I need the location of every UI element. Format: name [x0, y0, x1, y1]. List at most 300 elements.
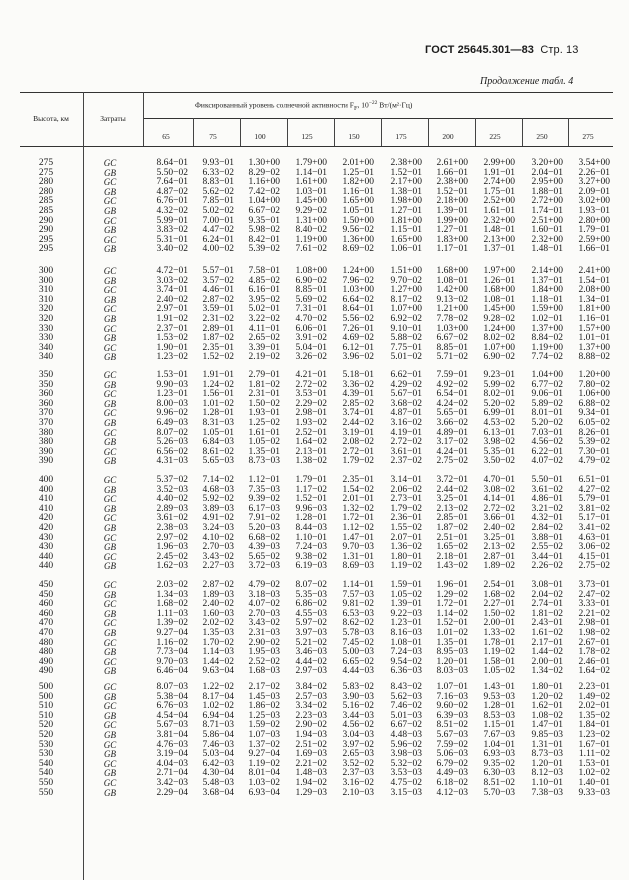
value-cell: 1.22−02 [202, 682, 234, 692]
height-cell: 320 [38, 314, 54, 324]
height-cell: 450 [38, 580, 54, 590]
value-cell: 1.16+00 [248, 177, 280, 188]
value-cell: 1.19−02 [248, 758, 280, 769]
height-cell: 390 [38, 446, 54, 457]
value-cell: 3.52−03 [156, 484, 188, 495]
value-cell: 6.77−02 [531, 379, 563, 390]
value-cell: 1.50+00 [342, 215, 374, 226]
value-cell: 1.02−02 [202, 701, 234, 712]
value-cell: 4.48−03 [390, 730, 422, 740]
value-cell: 5.65−01 [436, 408, 468, 419]
value-cell: 1.68−02 [156, 599, 188, 610]
value-cell: 1.98−02 [578, 628, 610, 638]
value-cell: 1.29−03 [295, 787, 327, 798]
height-cell: 280 [38, 177, 54, 188]
value-cell: 8.84−02 [531, 333, 563, 344]
value-cell: 9.54−02 [390, 656, 422, 667]
value-cell: 2.99+00 [483, 158, 515, 168]
value-cell: 1.24+00 [483, 323, 515, 334]
value-cell: 8.95−03 [436, 647, 468, 658]
value-cell: 1.39−01 [390, 599, 422, 610]
height-cell: 540 [38, 768, 54, 779]
value-cell: 4.00−02 [202, 244, 234, 255]
value-cell: 1.08−01 [390, 637, 422, 648]
value-cell: 9.56−02 [342, 225, 374, 236]
value-cell: 6.39−03 [436, 710, 468, 721]
value-cell: 6.79−02 [436, 758, 468, 769]
value-cell: 8.83−01 [202, 177, 234, 188]
value-cell: 2.65−03 [342, 749, 374, 760]
value-cell: 6.86−02 [295, 599, 327, 610]
value-cell: 1.37−02 [248, 739, 280, 750]
value-cell: 6.56−02 [156, 446, 188, 457]
value-cell: 3.44−03 [342, 710, 374, 721]
value-cell: 9.70−03 [156, 656, 188, 667]
value-cell: 1.83+00 [436, 234, 468, 245]
value-cell: 2.17−01 [531, 637, 563, 648]
value-cell: 4.75−02 [390, 778, 422, 788]
height-cell: 480 [38, 637, 54, 648]
value-cell: 1.36−02 [390, 542, 422, 553]
value-cell: 3.24−03 [202, 523, 234, 533]
value-cell: 1.23−02 [156, 352, 188, 363]
value-cell: 1.19+00 [531, 342, 563, 353]
value-cell: 2.03−02 [156, 580, 188, 590]
value-cell: 1.99+00 [436, 215, 468, 226]
value-cell: 1.05−02 [248, 437, 280, 448]
cost-cell: GC [103, 599, 117, 610]
height-cell: 290 [38, 215, 54, 226]
value-cell: 2.02−02 [202, 618, 234, 629]
value-cell: 6.62−01 [390, 370, 422, 380]
value-cell: 4.29−02 [390, 379, 422, 390]
value-cell: 1.03+00 [436, 323, 468, 334]
value-cell: 2.65−02 [248, 333, 280, 344]
value-cell: 3.95−02 [248, 294, 280, 305]
value-cell: 3.33−01 [578, 599, 610, 610]
value-cell: 3.04−03 [342, 730, 374, 740]
fixed-level-title: Фиксированный уровень солнечной активности $F_F$, $10^{-22}$ Вт/(м²·Гц) [195, 100, 413, 112]
value-cell: 1.59+00 [531, 304, 563, 315]
value-cell: 1.45−03 [248, 691, 280, 702]
cost-cell: GC [103, 304, 117, 315]
column-divider [143, 92, 144, 146]
cost-cell: GB [104, 523, 116, 533]
value-cell: 1.28−01 [295, 513, 327, 524]
value-cell: 4.31−03 [156, 456, 188, 467]
value-cell: 3.68−04 [202, 787, 234, 798]
value-cell: 9.35−02 [483, 758, 515, 769]
value-cell: 8.40−02 [295, 225, 327, 236]
height-cell: 490 [38, 656, 54, 667]
value-cell: 6.36−03 [390, 666, 422, 677]
value-cell: 9.70−02 [390, 275, 422, 286]
value-cell: 7.45−02 [342, 637, 374, 648]
value-cell: 1.18−01 [531, 294, 563, 305]
value-cell: 8.31−03 [202, 418, 234, 428]
value-cell: 4.14−01 [483, 494, 515, 505]
value-cell: 1.48−01 [483, 225, 515, 236]
value-cell: 6.13−01 [483, 427, 515, 438]
value-cell: 3.98−02 [483, 437, 515, 448]
value-cell: 5.97−02 [295, 618, 327, 629]
value-cell: 2.89−01 [202, 323, 234, 334]
value-cell: 2.29−02 [295, 398, 327, 409]
table-top-rule [20, 92, 613, 93]
value-cell: 2.74+00 [483, 177, 515, 188]
value-cell: 4.24−02 [436, 398, 468, 409]
value-cell: 1.08−01 [436, 275, 468, 286]
value-cell: 7.46−03 [202, 739, 234, 750]
value-cell: 2.72+00 [531, 196, 563, 207]
height-cell: 330 [38, 323, 54, 334]
cost-cell: GB [104, 398, 116, 409]
header-bottom-rule [20, 146, 613, 147]
value-cell: 8.44−03 [295, 523, 327, 533]
value-cell: 7.59−02 [436, 739, 468, 750]
value-cell: 9.13−02 [436, 294, 468, 305]
value-cell: 1.50−02 [483, 608, 515, 619]
value-cell: 2.17−02 [248, 682, 280, 692]
cost-cell: GB [104, 418, 116, 428]
height-cell: 470 [38, 628, 54, 638]
value-cell: 3.08−01 [531, 580, 563, 590]
value-cell: 8.17−02 [390, 294, 422, 305]
value-cell: 1.86−02 [248, 701, 280, 712]
value-cell: 1.26−01 [483, 275, 515, 286]
value-cell: 3.06−02 [578, 542, 610, 553]
value-cell: 1.81−02 [531, 608, 563, 619]
value-cell: 4.44−03 [342, 666, 374, 677]
value-cell: 1.37+00 [578, 342, 610, 353]
value-cell: 6.90−02 [295, 275, 327, 286]
value-cell: 4.85−02 [248, 275, 280, 286]
value-cell: 1.24−02 [202, 379, 234, 390]
value-cell: 3.61−02 [531, 484, 563, 495]
value-cell: 4.15−01 [578, 551, 610, 562]
value-cell: 2.06−02 [390, 484, 422, 495]
value-cell: 6.93−04 [248, 787, 280, 798]
value-cell: 1.59−02 [248, 720, 280, 731]
value-cell: 5.62−03 [390, 691, 422, 702]
value-cell: 8.12−03 [531, 768, 563, 779]
cost-cell: GC [103, 656, 117, 667]
height-cell: 340 [38, 352, 54, 363]
value-cell: 4.27−02 [578, 484, 610, 495]
height-cell: 540 [38, 758, 54, 769]
value-cell: 2.44−02 [436, 484, 468, 495]
value-cell: 2.98−01 [578, 618, 610, 629]
cost-cell: GB [104, 749, 116, 760]
value-cell: 3.17−02 [436, 437, 468, 448]
value-cell: 5.38−04 [156, 691, 188, 702]
value-cell: 9.35−01 [248, 215, 280, 226]
height-cell: 520 [38, 730, 54, 740]
value-cell: 7.75−01 [390, 342, 422, 353]
value-cell: 3.14−01 [390, 475, 422, 485]
value-cell: 1.37+00 [531, 323, 563, 334]
value-cell: 1.20−01 [436, 656, 468, 667]
value-cell: 3.20+00 [531, 158, 563, 168]
value-cell: 1.55−02 [390, 523, 422, 533]
value-cell: 1.93−02 [295, 418, 327, 428]
value-cell: 7.85−01 [202, 196, 234, 207]
value-cell: 1.52−01 [436, 186, 468, 197]
value-cell: 3.22−02 [248, 314, 280, 324]
value-cell: 9.34−01 [578, 408, 610, 419]
value-cell: 3.61−01 [390, 446, 422, 457]
value-cell: 2.74−01 [531, 599, 563, 610]
value-cell: 3.96−02 [342, 352, 374, 363]
value-cell: 7.91−02 [248, 513, 280, 524]
cost-cell: GC [103, 513, 117, 524]
value-cell: 1.66−01 [578, 244, 610, 255]
value-cell: 2.01−01 [342, 494, 374, 505]
value-cell: 8.26−01 [578, 427, 610, 438]
value-cell: 2.00−01 [531, 656, 563, 667]
value-cell: 1.16−02 [156, 637, 188, 648]
standard-number: ГОСТ 25645.301—83 [425, 44, 535, 56]
value-cell: 1.81+00 [578, 304, 610, 315]
value-cell: 3.52−02 [342, 758, 374, 769]
value-cell: 4.70−01 [483, 475, 515, 485]
cost-cell: GC [103, 494, 117, 505]
value-cell: 1.15−01 [390, 225, 422, 236]
value-cell: 7.38−03 [531, 787, 563, 798]
value-cell: 8.85−01 [436, 342, 468, 353]
value-cell: 3.43−02 [202, 551, 234, 562]
value-cell: 7.80−02 [578, 379, 610, 390]
cost-cell: GC [103, 370, 117, 380]
value-cell: 6.42−03 [202, 758, 234, 769]
value-cell: 5.03−04 [202, 749, 234, 760]
col-header-costs: Затраты [100, 114, 126, 123]
value-cell: 4.12−03 [436, 787, 468, 798]
value-cell: 2.51+00 [531, 215, 563, 226]
value-cell: 3.02+00 [578, 196, 610, 207]
value-cell: 3.54+00 [578, 158, 610, 168]
value-cell: 9.06−01 [531, 389, 563, 400]
value-cell: 3.98−03 [390, 749, 422, 760]
value-cell: 3.19−01 [342, 427, 374, 438]
value-cell: 1.40−01 [578, 778, 610, 788]
value-cell: 1.65+00 [342, 196, 374, 207]
value-cell: 1.66−01 [436, 167, 468, 178]
cost-cell: GC [103, 682, 117, 692]
value-cell: 6.67−02 [436, 333, 468, 344]
value-cell: 5.83−02 [342, 682, 374, 692]
height-cell: 520 [38, 720, 54, 731]
value-cell: 2.70−03 [202, 542, 234, 553]
value-cell: 2.31−02 [202, 314, 234, 324]
cost-cell: GB [104, 186, 116, 197]
value-cell: 8.07−02 [295, 580, 327, 590]
value-cell: 5.02−01 [248, 304, 280, 315]
value-cell: 4.40−02 [156, 494, 188, 505]
value-cell: 5.79−01 [578, 494, 610, 505]
value-cell: 6.68−02 [248, 532, 280, 543]
cost-cell: GB [104, 503, 116, 514]
value-cell: 2.13+00 [483, 234, 515, 245]
value-cell: 6.49−03 [156, 418, 188, 428]
value-cell: 1.37−01 [483, 244, 515, 255]
column-divider [83, 92, 84, 880]
value-cell: 5.70−03 [483, 787, 515, 798]
value-cell: 1.20−01 [531, 758, 563, 769]
value-cell: 2.79−01 [248, 370, 280, 380]
value-cell: 5.37−02 [156, 475, 188, 485]
value-cell: 2.57−03 [295, 691, 327, 702]
value-cell: 2.46−01 [578, 656, 610, 667]
value-cell: 1.34−03 [156, 589, 188, 600]
height-cell: 410 [38, 494, 54, 505]
value-cell: 9.38−02 [295, 551, 327, 562]
value-cell: 3.53−03 [390, 768, 422, 779]
value-cell: 2.31−03 [248, 628, 280, 638]
value-cell: 5.96−02 [390, 739, 422, 750]
value-cell: 2.08+00 [578, 285, 610, 296]
value-cell: 3.16−02 [390, 418, 422, 428]
value-cell: 5.99−02 [483, 379, 515, 390]
cost-cell: GB [104, 275, 116, 286]
value-cell: 1.33−02 [483, 628, 515, 638]
value-cell: 2.75−02 [578, 561, 610, 572]
value-cell: 6.53−03 [342, 608, 374, 619]
value-cell: 2.04−01 [531, 167, 563, 178]
value-cell: 5.48−03 [202, 778, 234, 788]
cost-cell: GB [104, 314, 116, 324]
value-cell: 3.46−03 [295, 647, 327, 658]
value-cell: 3.21−02 [531, 503, 563, 514]
value-cell: 2.35−01 [202, 342, 234, 353]
level-header: 275 [582, 132, 594, 141]
value-cell: 1.11−03 [156, 608, 188, 619]
value-cell: 1.68+00 [436, 266, 468, 276]
value-cell: 9.39−02 [248, 494, 280, 505]
value-cell: 4.19−01 [390, 427, 422, 438]
value-cell: 3.66−02 [436, 418, 468, 428]
value-cell: 5.89−02 [531, 398, 563, 409]
value-cell: 6.65−02 [342, 656, 374, 667]
value-cell: 1.45+00 [295, 196, 327, 207]
value-cell: 1.81+00 [390, 215, 422, 226]
value-cell: 1.02−02 [578, 768, 610, 779]
value-cell: 1.34−02 [531, 666, 563, 677]
value-cell: 2.19−02 [248, 352, 280, 363]
value-cell: 2.47−02 [578, 589, 610, 600]
value-cell: 2.61+00 [436, 158, 468, 168]
cost-cell: GC [103, 758, 117, 769]
value-cell: 9.27−04 [156, 628, 188, 638]
value-cell: 4.04−03 [156, 758, 188, 769]
value-cell: 7.64−01 [156, 177, 188, 188]
value-cell: 1.60−03 [202, 608, 234, 619]
value-cell: 2.72−01 [342, 446, 374, 457]
value-cell: 4.11−01 [248, 323, 280, 334]
height-cell: 380 [38, 437, 54, 448]
value-cell: 5.01−02 [390, 352, 422, 363]
value-cell: 5.39−02 [578, 437, 610, 448]
value-cell: 2.72−02 [483, 503, 515, 514]
height-cell: 430 [38, 532, 54, 543]
value-cell: 8.71−03 [202, 720, 234, 731]
value-cell: 2.87−01 [483, 551, 515, 562]
value-cell: 8.03−03 [436, 666, 468, 677]
cost-cell: GC [103, 580, 117, 590]
level-header: 75 [209, 132, 217, 141]
value-cell: 1.96−03 [156, 542, 188, 553]
cost-cell: GB [104, 352, 116, 363]
value-cell: 3.19−04 [156, 749, 188, 760]
value-cell: 9.28−02 [483, 314, 515, 324]
height-cell: 285 [38, 206, 54, 216]
value-cell: 3.42−03 [156, 778, 188, 788]
value-cell: 4.63−01 [578, 532, 610, 543]
value-cell: 7.35−03 [248, 484, 280, 495]
height-cell: 380 [38, 427, 54, 438]
value-cell: 1.14−01 [342, 580, 374, 590]
value-cell: 1.27−01 [390, 206, 422, 216]
value-cell: 5.39−02 [248, 244, 280, 255]
value-cell: 1.68−02 [483, 589, 515, 600]
value-cell: 1.31+00 [295, 215, 327, 226]
value-cell: 8.73−03 [531, 749, 563, 760]
cost-cell: GB [104, 666, 116, 677]
value-cell: 1.52−01 [436, 618, 468, 629]
value-cell: 1.23−01 [390, 618, 422, 629]
value-cell: 8.00−03 [156, 398, 188, 409]
value-cell: 5.65−03 [202, 456, 234, 467]
value-cell: 1.12−01 [248, 475, 280, 485]
value-cell: 4.30−04 [202, 768, 234, 779]
value-cell: 1.38−02 [295, 456, 327, 467]
value-cell: 8.51−02 [436, 720, 468, 731]
value-cell: 2.51−01 [436, 532, 468, 543]
value-cell: 1.65+00 [390, 234, 422, 245]
value-cell: 5.88−02 [390, 333, 422, 344]
cost-cell: GC [103, 618, 117, 629]
value-cell: 1.34−01 [578, 294, 610, 305]
value-cell: 4.87−01 [390, 408, 422, 419]
value-cell: 3.81−02 [578, 503, 610, 514]
value-cell: 1.53−01 [156, 370, 188, 380]
value-cell: 2.38−03 [156, 523, 188, 533]
cost-cell: GB [104, 542, 116, 553]
cost-cell: GB [104, 379, 116, 390]
value-cell: 5.69−02 [295, 294, 327, 305]
level-header: 175 [395, 132, 407, 141]
cost-cell: GC [103, 323, 117, 334]
value-cell: 1.10−01 [531, 778, 563, 788]
value-cell: 1.19−02 [483, 647, 515, 658]
value-cell: 1.16−01 [342, 186, 374, 197]
height-cell: 480 [38, 647, 54, 658]
value-cell: 1.04−01 [483, 739, 515, 750]
height-cell: 370 [38, 418, 54, 428]
value-cell: 1.08−02 [531, 710, 563, 721]
value-cell: 4.79−02 [248, 580, 280, 590]
value-cell: 5.65−02 [248, 551, 280, 562]
cost-cell: GB [104, 710, 116, 721]
cost-cell: GB [104, 647, 116, 658]
value-cell: 1.58−01 [483, 656, 515, 667]
value-cell: 1.11−02 [578, 749, 610, 760]
cost-cell: GB [104, 225, 116, 236]
value-cell: 8.69−02 [342, 244, 374, 255]
value-cell: 2.23−01 [578, 682, 610, 692]
value-cell: 1.84+00 [531, 285, 563, 296]
value-cell: 2.52−01 [295, 427, 327, 438]
